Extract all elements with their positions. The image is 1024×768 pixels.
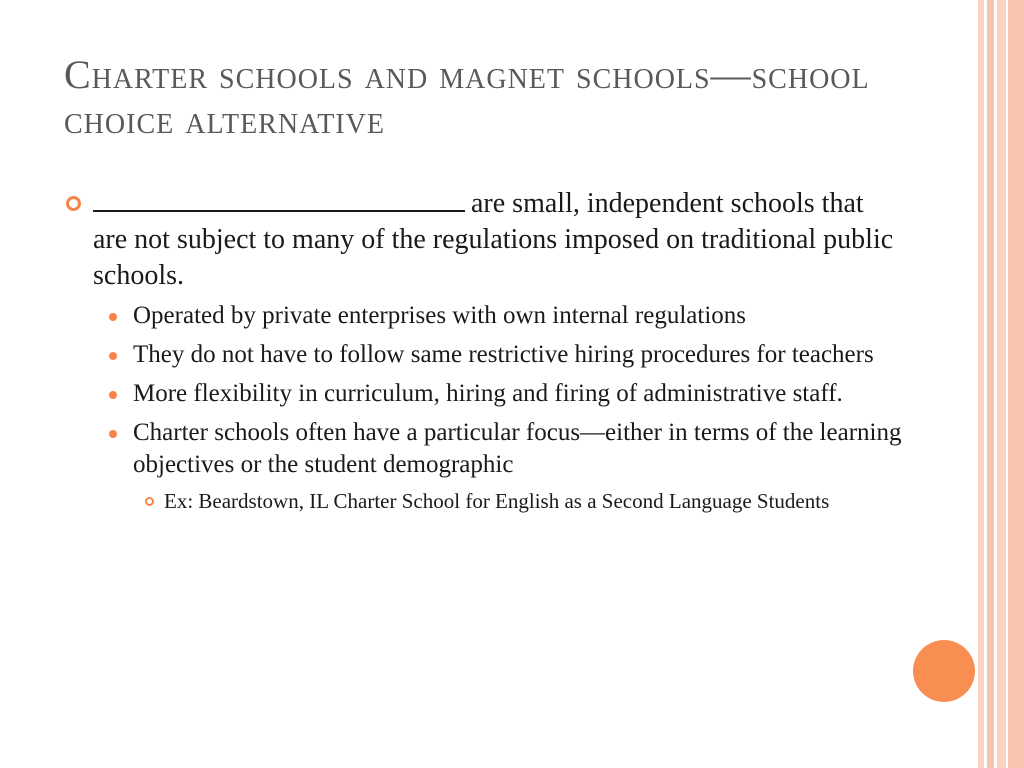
sub-bullet-text: Charter schools often have a particular focus—either in terms of the learning objectives or the student demographic: [133, 419, 902, 478]
dot-bullet-icon: [109, 391, 117, 399]
example-bullet-text: Ex: Beardstown, IL Charter School for English as a Second Language Students: [164, 489, 830, 513]
dot-bullet-icon: [109, 313, 117, 321]
fill-in-blank: [93, 186, 465, 212]
decor-stripe: [1008, 0, 1024, 768]
sub-bullet: [64, 339, 904, 371]
slide-title: Charter schools and magnet schools—school choice alternative: [64, 52, 870, 142]
dot-bullet-icon: [109, 430, 117, 438]
small-ring-bullet-icon: [145, 497, 154, 506]
main-bullet: [64, 186, 904, 294]
main-bullet-text: are small, independent schools that are not subject to many of the regulations imposed on traditional public schools.: [93, 188, 894, 291]
sub-bullet: [64, 300, 904, 332]
decor-stripe: [987, 0, 994, 768]
sub-bullet: [64, 417, 904, 481]
decor-circle: [913, 640, 975, 702]
slide-body: [64, 186, 904, 515]
sub-bullet: [64, 378, 904, 410]
dot-bullet-icon: [109, 352, 117, 360]
sub-bullet-text: They do not have to follow same restrictive hiring procedures for teachers: [133, 341, 874, 368]
decor-stripe: [997, 0, 1006, 768]
ring-bullet-icon: [66, 196, 81, 211]
sub-bullet-text: Operated by private enterprises with own internal regulations: [133, 302, 747, 329]
sub-bullet-text: More flexibility in curriculum, hiring and firing of administrative staff.: [133, 380, 843, 407]
example-bullet: [64, 488, 904, 515]
